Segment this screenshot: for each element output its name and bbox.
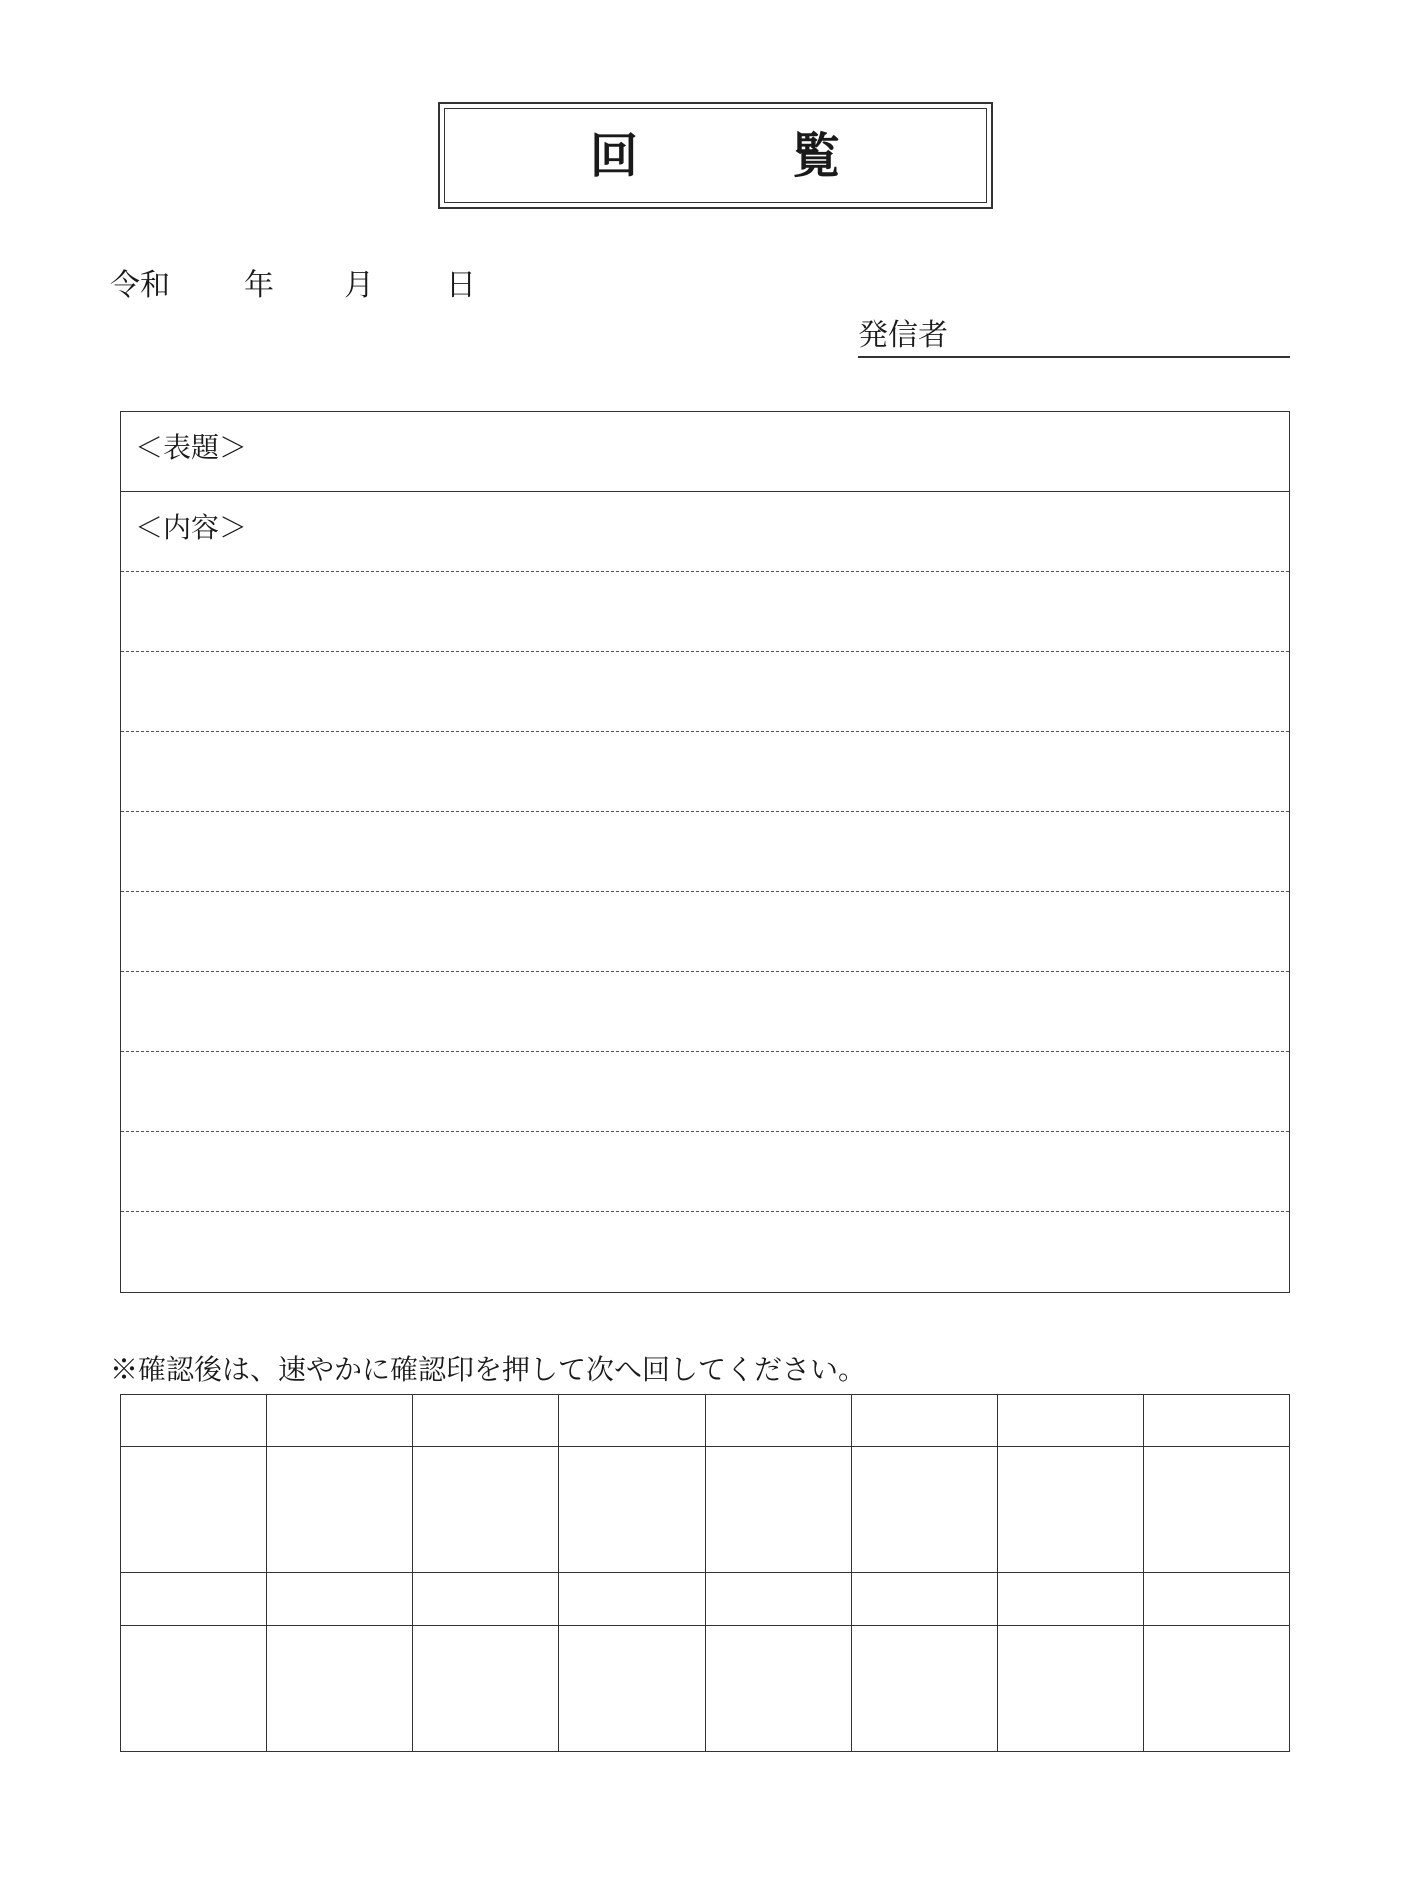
blank-line	[121, 1212, 1289, 1292]
name-cell	[705, 1573, 851, 1625]
blank-line	[121, 812, 1289, 892]
stamp-row	[121, 1447, 1290, 1573]
stamp-row	[121, 1625, 1290, 1751]
name-cell	[121, 1395, 267, 1447]
name-cell	[413, 1395, 559, 1447]
stamp-cell	[413, 1447, 559, 1573]
stamp-cell	[1143, 1625, 1289, 1751]
blank-line	[121, 572, 1289, 652]
name-cell	[121, 1573, 267, 1625]
date-month-label: 月	[344, 268, 374, 303]
subject-row	[121, 412, 1289, 492]
stamp-cell	[121, 1447, 267, 1573]
title-box	[438, 102, 993, 209]
sender-label: 発信者	[858, 318, 948, 353]
name-row	[121, 1395, 1290, 1447]
title-char-1: 回	[590, 128, 639, 184]
stamp-table	[120, 1394, 1290, 1752]
stamp-cell	[851, 1447, 997, 1573]
blank-line	[121, 892, 1289, 972]
body-label-row	[121, 492, 1289, 572]
date-year-label: 年	[244, 268, 274, 303]
name-cell	[705, 1395, 851, 1447]
content-box	[120, 411, 1290, 1293]
subject-label: ＜表題＞	[135, 431, 248, 464]
title-char-2: 覧	[792, 128, 841, 184]
name-cell	[1143, 1573, 1289, 1625]
name-cell	[559, 1395, 705, 1447]
stamp-cell	[267, 1447, 413, 1573]
body-label: ＜内容＞	[135, 511, 248, 544]
blank-line	[121, 652, 1289, 732]
blank-line	[121, 1132, 1289, 1212]
name-cell	[997, 1395, 1143, 1447]
date-day-label: 日	[446, 268, 476, 303]
name-cell	[559, 1573, 705, 1625]
name-cell	[267, 1573, 413, 1625]
stamp-cell	[705, 1447, 851, 1573]
name-cell	[851, 1573, 997, 1625]
name-cell	[997, 1573, 1143, 1625]
name-cell	[851, 1395, 997, 1447]
date-era: 令和	[110, 268, 170, 303]
stamp-cell	[851, 1625, 997, 1751]
title-box-inner-border	[444, 108, 987, 203]
name-cell	[267, 1395, 413, 1447]
stamp-cell	[413, 1625, 559, 1751]
stamp-cell	[121, 1625, 267, 1751]
stamp-cell	[997, 1447, 1143, 1573]
blank-line	[121, 732, 1289, 812]
stamp-cell	[997, 1625, 1143, 1751]
stamp-cell	[705, 1625, 851, 1751]
blank-line	[121, 972, 1289, 1052]
name-cell	[413, 1573, 559, 1625]
stamp-cell	[267, 1625, 413, 1751]
confirmation-note: ※確認後は、速やかに確認印を押して次へ回してください。	[110, 1353, 867, 1386]
stamp-cell	[559, 1625, 705, 1751]
stamp-cell	[559, 1447, 705, 1573]
stamp-cell	[1143, 1447, 1289, 1573]
sender-field	[858, 316, 1290, 358]
name-cell	[1143, 1395, 1289, 1447]
blank-line	[121, 1052, 1289, 1132]
name-row	[121, 1573, 1290, 1625]
